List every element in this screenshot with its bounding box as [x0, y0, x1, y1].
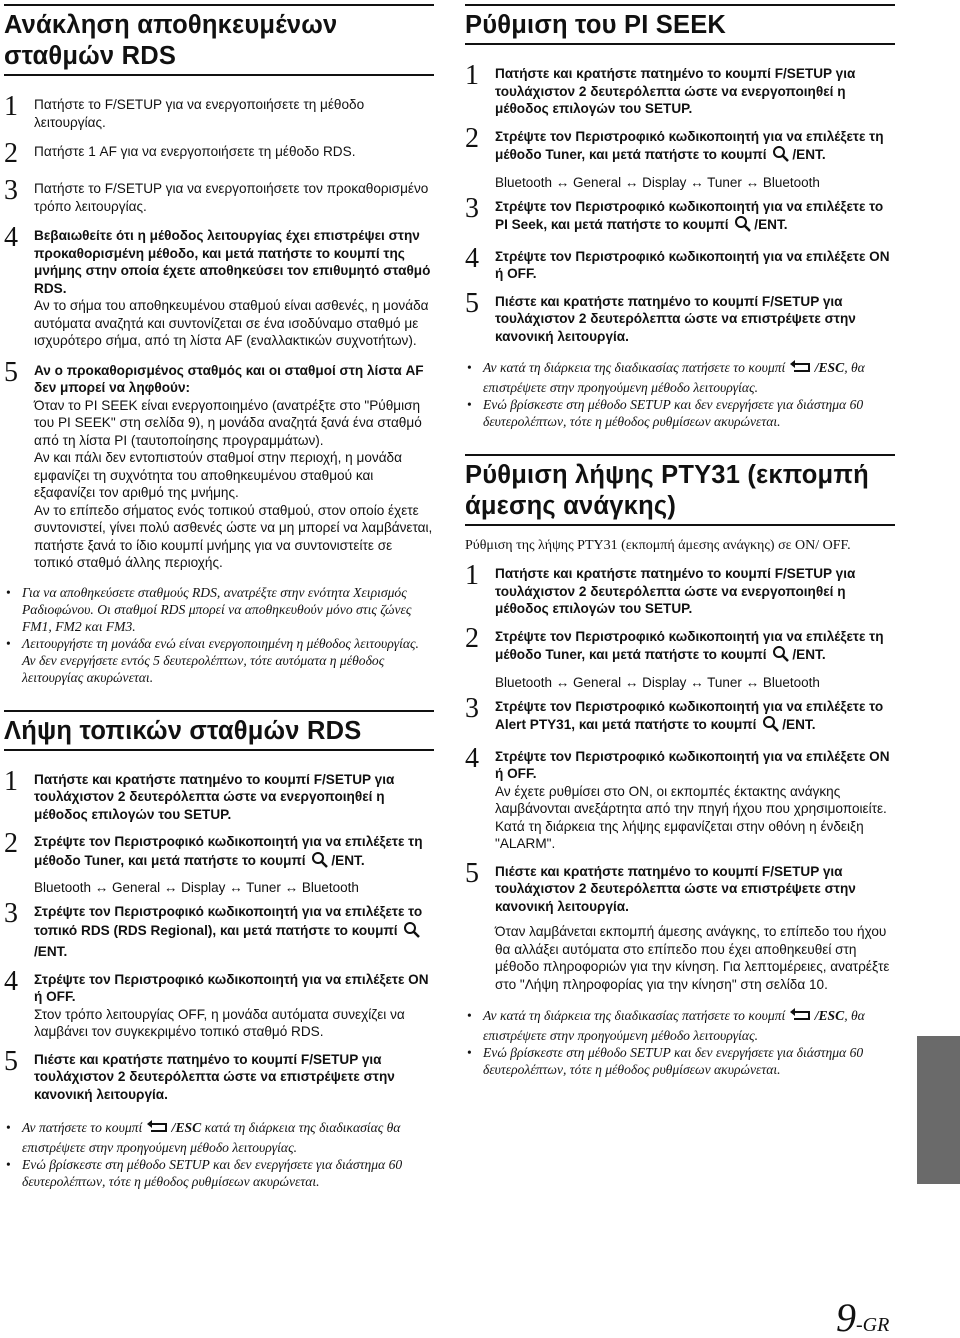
step-2: [465, 122, 895, 168]
title-line: Ρύθμιση λήψης PTY31 (εκπομπή: [465, 461, 869, 489]
section-intro: Ρύθμιση της λήψης PTY31 (εκπομπή άμεσης ανάγκης) σε ON/ OFF.: [465, 538, 851, 553]
section-title-local: [4, 716, 434, 751]
ent-label: /ENT.: [34, 944, 68, 959]
section-title-recall: [4, 10, 434, 76]
step-1: [465, 60, 895, 118]
step-text: Στρέψτε τον Περιστροφικό κωδικοποιητή για να επιλέξετε το PI Seek, και μετά πατήστε το κουμπί: [495, 198, 884, 232]
title-line: Ανάκληση αποθηκευμένων: [4, 11, 338, 39]
step-number: 2: [4, 138, 18, 169]
search-enter-icon: [734, 215, 752, 238]
ent-label: /ENT.: [754, 217, 788, 232]
step-3: [4, 898, 434, 961]
step-number: 5: [465, 287, 479, 319]
step-1: [4, 91, 434, 131]
step-instruction: Στρέψτε τον Περιστροφικό κωδικοποιητή για να επιλέξετε ON ή OFF.: [34, 971, 429, 1004]
step-instruction: Αν ο προκαθορισμένος σταθμός και οι σταθμοί στη λίστα AF δεν μπορεί να ληφθούν:: [34, 362, 424, 395]
note-text: Αν κατά τη διάρκεια της διαδικασίας πατήσετε το κουμπί: [483, 1008, 786, 1023]
step-5: [465, 857, 895, 916]
note-item: • Λειτουργήστε τη μονάδα ενώ είναι ενεργοποιημένη η μέθοδος λειτουργίας. Αν δεν ενεργήσετε εντός 5 δευτερολέπτων, τότε αυτόματα η μέθοδος λειτουργίας ακυρώνεται.: [4, 635, 434, 686]
mode-sequence: Bluetooth ↔ General ↔ Display ↔ Tuner ↔ Bluetooth: [495, 674, 820, 690]
left-column: [4, 0, 434, 1190]
step-number: 5: [465, 857, 479, 889]
step-number: 1: [4, 91, 18, 122]
note-text: Αν κατά τη διάρκεια της διαδικασίας πατήσετε το κουμπί: [483, 360, 786, 375]
step-explanation: Στον τρόπο λειτουργίας OFF, η μονάδα αυτόματα συνεχίζει να λαμβάνει τον συγκεκριμένο τοπικό σταθμό RDS.: [34, 1006, 405, 1039]
title-line: Ρύθμιση του PI SEEK: [465, 11, 727, 39]
search-enter-icon: [762, 715, 780, 738]
step-number: 3: [4, 175, 18, 206]
step-text: Πιέστε και κρατήστε πατημένο το κουμπί F/SETUP για τουλάχιστον 2 δευτερόλεπτα ώστε να επιστρέψετε στην κανονική λειτουργία.: [495, 863, 856, 914]
section-rule: [4, 710, 434, 712]
ent-label: /ENT.: [782, 717, 816, 732]
step-number: 3: [465, 192, 479, 224]
page-number-suffix: -GR: [856, 1314, 890, 1336]
right-column: [465, 0, 895, 1078]
step-text: Πιέστε και κρατήστε πατημένο το κουμπί F/SETUP για τουλάχιστον 2 δευτερόλεπτα ώστε να επιστρέψετε στην κανονική λειτουργία.: [495, 293, 856, 344]
title-line: σταθμών RDS: [4, 42, 177, 70]
mode-sequence: Bluetooth ↔ General ↔ Display ↔ Tuner ↔ Bluetooth: [34, 880, 359, 895]
step-number: 2: [4, 828, 18, 859]
step-number: 4: [465, 742, 479, 774]
note-item: [4, 1119, 434, 1156]
ent-label: /ENT.: [792, 147, 826, 162]
note-item: [465, 1007, 895, 1044]
step-number: 4: [4, 965, 18, 997]
notes-list: [465, 1007, 895, 1078]
page-number: [836, 1295, 890, 1338]
step-text: Στρέψτε τον Περιστροφικό κωδικοποιητή για να επιλέξετε τη μέθοδο Tuner, και μετά πατήστε το κουμπί: [495, 628, 884, 662]
page-number-value: 9: [836, 1295, 856, 1338]
step-4: [465, 242, 895, 283]
step-number: 5: [4, 1045, 18, 1077]
step-1: [465, 560, 895, 618]
step-5: [465, 287, 895, 346]
step-text: Πιέστε και κρατήστε πατημένο το κουμπί F/SETUP για τουλάχιστον 2 δευτερόλεπτα ώστε να επιστρέψετε στην κανονική λειτουργία.: [34, 1051, 395, 1102]
step-text: Πατήστε 1 AF για να ενεργοποιήσετε τη μέθοδο RDS.: [34, 144, 356, 159]
step-number: 1: [465, 560, 479, 591]
search-enter-icon: [403, 921, 421, 944]
section-title-pty31: [465, 460, 895, 526]
note-item: • Ενώ βρίσκεστε στη μέθοδο SETUP και δεν ενεργήσετε για διάστημα 60 δευτερολέπτων, τότε η μέθοδος ρυθμίσεων ακυρώνεται.: [465, 396, 895, 430]
note-item: [465, 359, 895, 396]
section-rule: [465, 4, 895, 6]
step-5: [4, 356, 434, 572]
step-number: 3: [465, 692, 479, 724]
step-explanation: Αν έχετε ρυθμίσει στο ON, οι εκπομπές έκτακτης ανάγκης λαμβάνονται ανεξάρτητα από την πηγή ήχου που χρησιμοποιείτε. Κατά τη διάρκεια της λήψης εμφανίζεται στην οθόνη η ένδειξη "ALARM".: [495, 783, 887, 851]
return-esc-icon: [789, 359, 813, 379]
step-text: Πατήστε και κρατήστε πατημένο το κουμπί F/SETUP για τουλάχιστον 2 δευτερόλεπτα ώστε να ενεργοποιηθεί η μέθοδος επιλογών του SETUP.: [34, 771, 395, 822]
search-enter-icon: [311, 851, 329, 874]
section-title-pi-seek: [465, 10, 895, 45]
step-number: 5: [4, 356, 18, 388]
notes-list: [4, 584, 434, 686]
section-rule: [4, 4, 434, 6]
step-5: [4, 1045, 434, 1104]
note-text: , θα επιστρέψετε στην προηγούμενη μέθοδο λειτουργίας.: [483, 1008, 865, 1043]
esc-label: /ESC: [814, 360, 845, 375]
esc-label: /ESC: [171, 1120, 202, 1135]
step-text: Πατήστε και κρατήστε πατημένο το κουμπί F/SETUP για τουλάχιστον 2 δευτερόλεπτα ώστε να ενεργοποιηθεί η μέθοδος επιλογών του SETUP.: [495, 66, 856, 116]
step-number: 2: [465, 122, 479, 154]
notes-list: [465, 359, 895, 430]
step-number: 1: [465, 60, 479, 91]
note-text: Αν πατήσετε το κουμπί: [22, 1120, 143, 1135]
step-text: Στρέψτε τον Περιστροφικό κωδικοποιητή για να επιλέξετε τη μέθοδο Tuner, και μετά πατήστε το κουμπί: [495, 128, 884, 162]
step-4: [465, 742, 895, 853]
note-text: κατά τη διάρκεια της διαδικασίας θα επιστρέψετε στην προηγούμενη μέθοδο λειτουργίας.: [22, 1120, 401, 1155]
step-number: 3: [4, 898, 18, 929]
step-text: Στρέψτε τον Περιστροφικό κωδικοποιητή για να επιλέξετε το Alert PTY31, και μετά πατήστε το κουμπί: [495, 698, 884, 732]
step-number: 4: [465, 242, 479, 274]
step-2: [4, 828, 434, 873]
step-instruction: Στρέψτε τον Περιστροφικό κωδικοποιητή για να επιλέξετε ON ή OFF.: [495, 748, 890, 781]
step-3: [465, 692, 895, 738]
mode-sequence: Bluetooth ↔ General ↔ Display ↔ Tuner ↔ Bluetooth: [495, 174, 820, 190]
step-2: [4, 138, 434, 169]
note-item: • Ενώ βρίσκεστε στη μέθοδο SETUP και δεν ενεργήσετε για διάστημα 60 δευτερολέπτων, τότε η μέθοδος ρυθμίσεων ακυρώνεται.: [4, 1156, 434, 1190]
step-4: [4, 965, 434, 1041]
return-esc-icon: [789, 1007, 813, 1027]
step-instruction: Βεβαιωθείτε ότι η μέθοδος λειτουργίας έχει επιστρέψει στην προκαθορισμένη μέθοδο, και μετά πατήστε το κουμπί της μνήμης στην οποία έχετε αποθηκεύσει τον επιθυμητό σταθμό RDS.: [34, 228, 431, 296]
return-esc-icon: [146, 1119, 170, 1139]
note-item: • Για να αποθηκεύσετε σταθμούς RDS, ανατρέξτε στην ενότητα Χειρισμός Ραδιοφώνου. Οι σταθμοί RDS μπορεί να αποθηκευθούν μόνο στις ζώνες FM1, FM2 και FM3.: [4, 584, 434, 635]
notes-list: [4, 1119, 434, 1190]
title-line: άμεσης ανάγκης): [465, 492, 677, 520]
note-text: , θα επιστρέψετε στην προηγούμενη μέθοδο λειτουργίας.: [483, 360, 865, 395]
step-number: 1: [4, 765, 18, 797]
section-rule: [465, 454, 895, 456]
esc-label: /ESC: [814, 1008, 845, 1023]
step-text: Στρέψτε τον Περιστροφικό κωδικοποιητή για να επιλέξετε ON ή OFF.: [495, 248, 890, 281]
thumb-index-tab: [917, 1036, 960, 1184]
search-enter-icon: [772, 645, 790, 668]
step-3: [465, 192, 895, 238]
step-4: [4, 222, 434, 350]
step-text: Στρέψτε τον Περιστροφικό κωδικοποιητή για να επιλέξετε τη μέθοδο Tuner, και μετά πατήστε το κουμπί: [34, 834, 423, 868]
step-explanation: Αν το σήμα του αποθηκευμένου σταθμού είναι ασθενές, η μονάδα αυτόματα αναζητά και συντονίζεται σε ένα ισοδύναμο σταθμό με ισχυρότερο σήμα, από τη λίστα AF (εναλλακτικών συχνοτήτων).: [34, 298, 429, 348]
emergency-volume-note: Όταν λαμβάνεται εκπομπή άμεσης ανάγκης, το επίπεδο του ήχου θα αλλάξει αυτόματα στο επίπεδο που έχει αποθηκευθεί στη μέθοδο πληροφοριών για την κίνηση. Για λεπτομέρειες, ανατρέξτε στο "Λήψη πληροφορίας για την κίνηση" στη σελίδα 10.: [495, 924, 890, 992]
step-1: [4, 765, 434, 824]
step-number: 4: [4, 222, 18, 253]
ent-label: /ENT.: [331, 852, 365, 868]
note-item: • Ενώ βρίσκεστε στη μέθοδο SETUP και δεν ενεργήσετε για διάστημα 60 δευτερολέπτων, τότε η μέθοδος ρυθμίσεων ακυρώνεται.: [465, 1044, 895, 1078]
ent-label: /ENT.: [792, 647, 826, 662]
step-2: [465, 622, 895, 668]
step-text: Πατήστε το F/SETUP για να ενεργοποιήσετε τη μέθοδο λειτουργίας.: [34, 97, 365, 130]
step-text: Στρέψτε τον Περιστροφικό κωδικοποιητή για να επιλέξετε το τοπικό RDS (RDS Regional), και μετά πατήστε το κουμπί: [34, 904, 423, 938]
step-text: Πατήστε το F/SETUP για να ενεργοποιήσετε τον προκαθορισμένο τρόπο λειτουργίας.: [34, 181, 429, 214]
title-line: Λήψη τοπικών σταθμών RDS: [4, 716, 362, 745]
search-enter-icon: [772, 145, 790, 168]
step-explanation: Όταν το PI SEEK είναι ενεργοποιημένο (ανατρέξτε στο "Ρύθμιση του PI SEEK" στη σελίδα 9), η μονάδα αναζητά ξανά ένα σταθμό από τη λίστα PI (ταυτοποίησης προγραμμάτων). Αν και πάλι δεν εντοπιστούν σταθμοί στην περιοχή, η μονάδα εμφανίζει τη συχνότητα του αποθηκευμένου σταθμού και εξαφανίζει τον αριθμό της μνήμης. Αν το επίπεδο σήματος ενός τοπικού σταθμού, στον οποίο έχετε συντονιστεί, γίνει πολύ ασθενές ώστε να μη μπορεί να λαμβάνεται, πατήστε ξανά το ίδιο κουμπί μνήμης για να συντονιστείτε σε τοπικό σταθμό άλλης περιοχής.: [34, 397, 433, 570]
step-text: Πατήστε και κρατήστε πατημένο το κουμπί F/SETUP για τουλάχιστον 2 δευτερόλεπτα ώστε να ενεργοποιηθεί η μέθοδος επιλογών του SETUP.: [495, 566, 856, 616]
step-number: 2: [465, 622, 479, 654]
step-3: [4, 175, 434, 215]
